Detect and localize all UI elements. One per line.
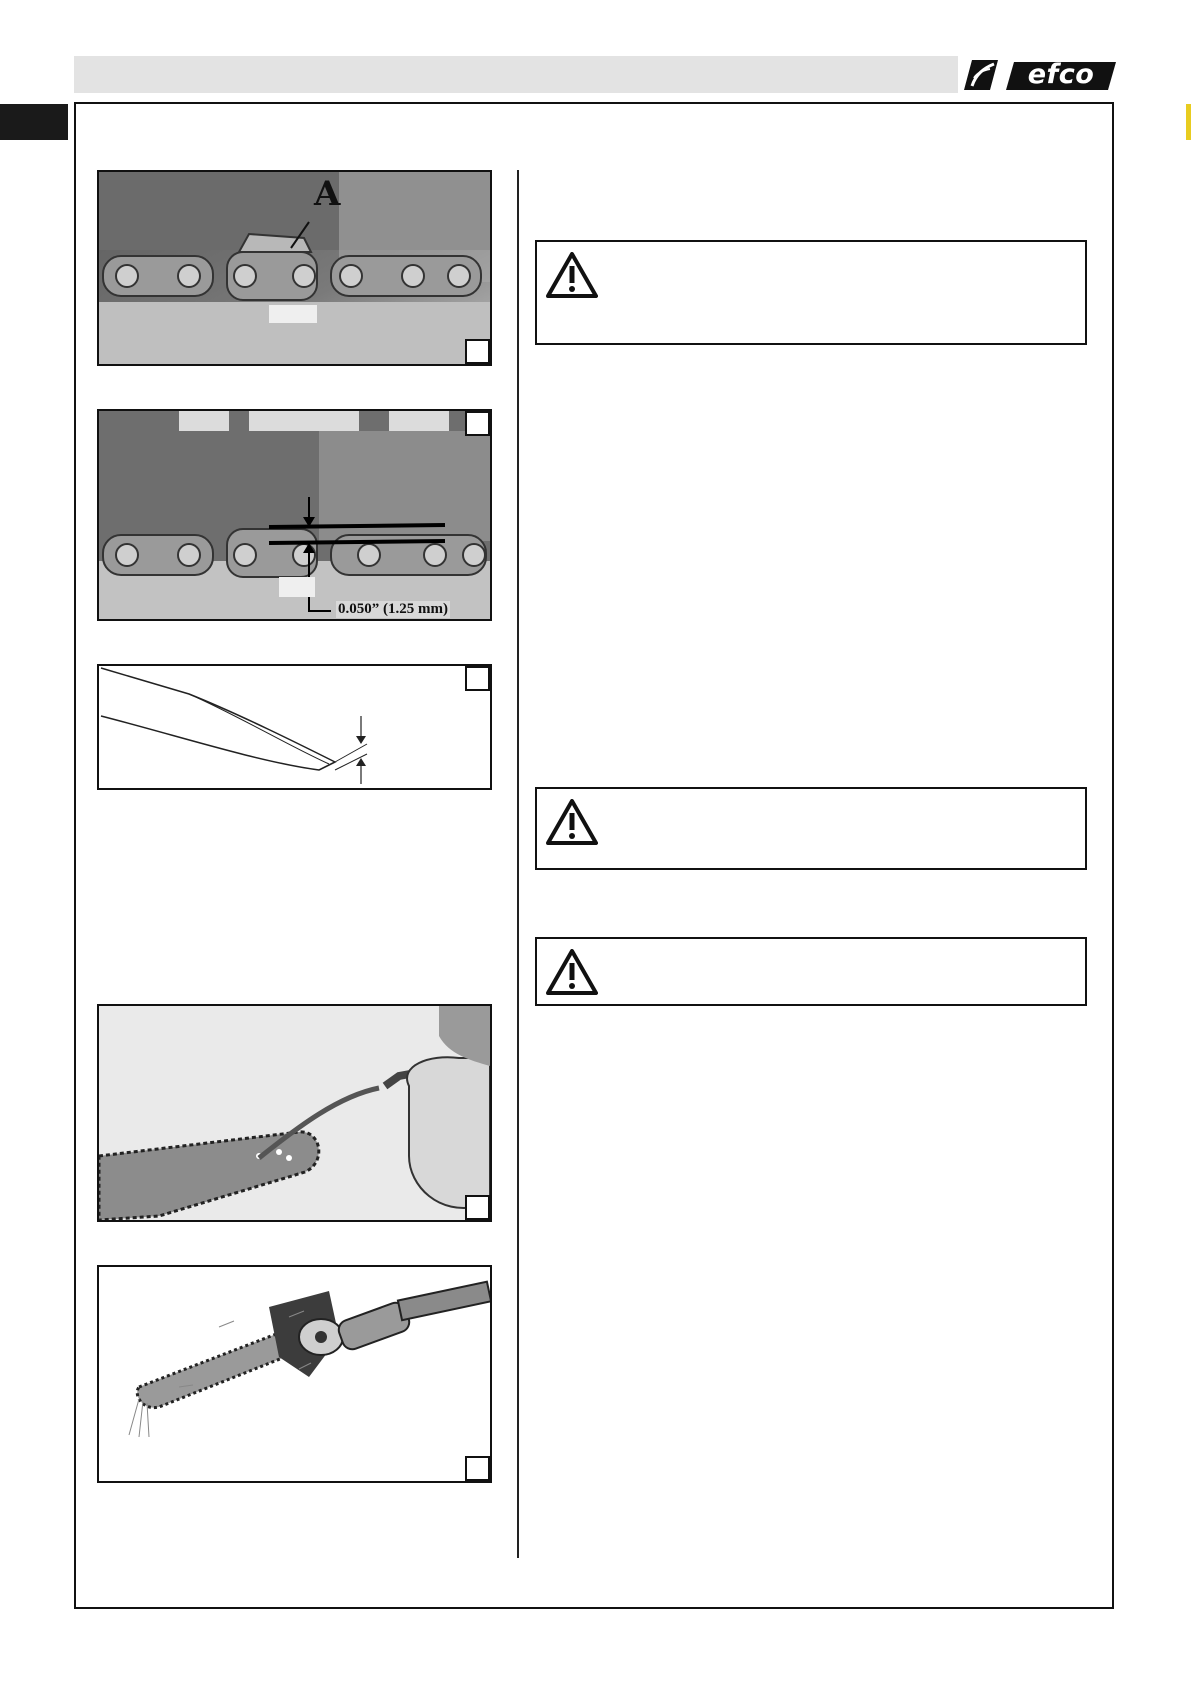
figure-number-box <box>465 411 490 436</box>
figure-depth-gauge-chain <box>97 170 492 366</box>
figure-depth-gauge-measure <box>97 409 492 621</box>
column-divider <box>517 170 519 1558</box>
figure-depth-gauge-profile <box>97 664 492 790</box>
edge-marker <box>1186 104 1191 140</box>
language-tab <box>0 104 68 140</box>
warning-triangle-icon <box>546 949 598 995</box>
depth-gauge-profile-diagram <box>99 666 490 788</box>
warning-box <box>535 787 1087 870</box>
figure-oil-spray <box>97 1265 492 1483</box>
warning-triangle-icon <box>546 799 598 845</box>
brand-name: efco <box>1027 59 1095 90</box>
figure-bar-oiling <box>97 1004 492 1222</box>
chain-depth-gauge-photo <box>99 172 490 364</box>
figure-number-box <box>465 1456 490 1481</box>
header-bar <box>74 56 958 93</box>
figure-number-box <box>465 339 490 364</box>
figure-number-box <box>465 666 490 691</box>
pruner-oil-spray-photo <box>99 1267 490 1481</box>
figure-number-box <box>465 1195 490 1220</box>
warning-triangle-icon <box>546 252 598 298</box>
bar-oiling-photo <box>99 1006 490 1220</box>
dimension-label: 0.050” (1.25 mm) <box>338 601 448 617</box>
warning-box <box>535 937 1087 1006</box>
depth-gauge-measurement-photo <box>99 411 490 619</box>
warning-box <box>535 240 1087 345</box>
label-a: A <box>314 174 341 214</box>
